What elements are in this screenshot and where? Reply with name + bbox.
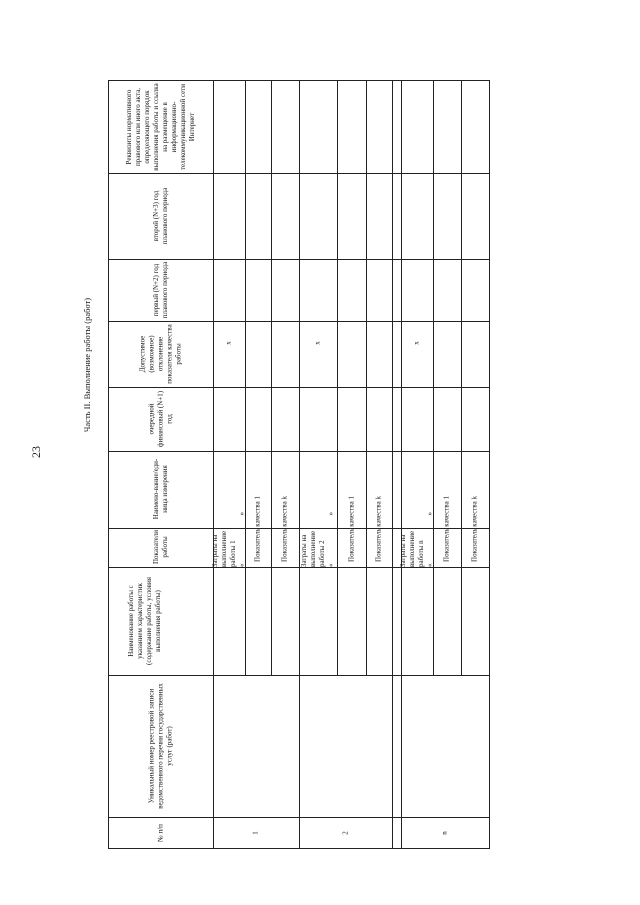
quote-blank: «» xyxy=(238,512,246,567)
header-boundary xyxy=(213,81,214,848)
subrow-boundary xyxy=(271,81,272,675)
quote-blank: «» xyxy=(426,512,434,567)
indicator-line: работы 2 xyxy=(318,540,326,567)
work-table: № п/п Уникальный номер реестровой записи ведомственного перечня государственных услуг (работ) Наименование работы с указанием характеристик (содержание работы, условия выполнения работы) Показатели работы Наимено-вание/еди-ница измерения очередной финансовый (N+1) год Допустимое (возможное) отклонение показателя качества работы первый (N+2) год планового периода второй (N+3) год планового периода Реквизиты нормативного правового или иного акта, определяющего порядок выполнения работы и ссылка на размещение в информационно-телекоммуникационной сети Интернет 1 Затраты на выполнение работы 1 «» х Показатель качества 1 Показатель качества k 2 Затраты на выполнение работы 2 «» х Показатель качества 1 Показатель качества k n Затраты на выполнение работы n «» х Показатель качества 1 Показатель качества k xyxy=(108,80,490,849)
page-number: 23 xyxy=(29,446,43,458)
subrow-boundary xyxy=(366,81,367,675)
subrow-boundary xyxy=(337,81,338,675)
indicator-line: Затраты на выполнение xyxy=(300,530,317,567)
group-boundary xyxy=(401,81,402,848)
subrow-boundary xyxy=(245,81,246,675)
subrow-boundary xyxy=(461,81,462,675)
indicator-line: работы n xyxy=(417,540,425,567)
group-boundary xyxy=(392,81,393,848)
subrow-boundary xyxy=(433,81,434,675)
indicator-line: Затраты на выполнение xyxy=(399,530,416,567)
indicator-line: Затраты на выполнение xyxy=(211,530,228,567)
indicator-line: работы 1 xyxy=(229,540,237,567)
group-boundary xyxy=(299,81,300,848)
quote-blank: «» xyxy=(327,512,335,567)
